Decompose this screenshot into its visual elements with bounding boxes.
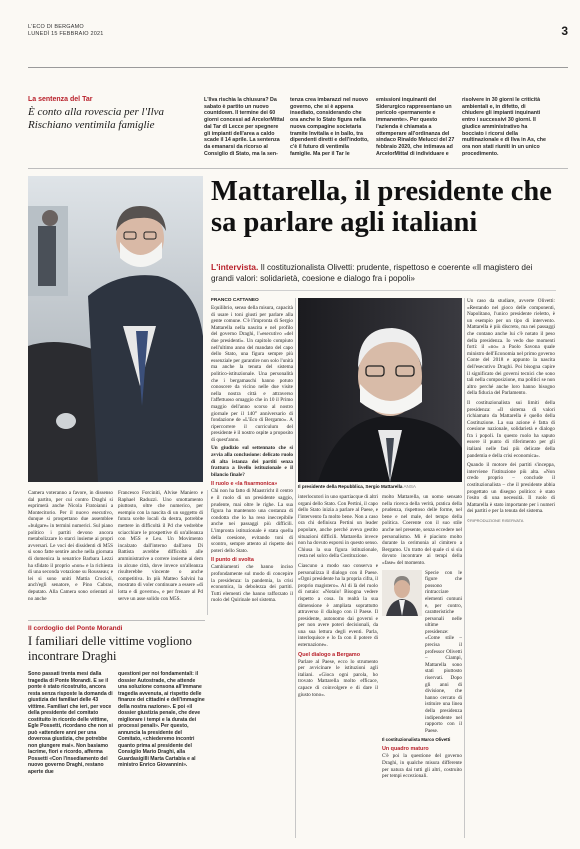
main-photo-caption-text: Il presidente della Repubblica, Sergio Mattarella — [298, 484, 403, 489]
left-col-divider — [207, 490, 208, 615]
main-col-3-text-2: Specie con le figure che possono rintracciare elementi comuni e, per contro, caratteristiche personali nelle ultime presidenze: «Come stile – precisa il professor Olivetti – Ciampi, Mattarella sono stati piuttosto riservati. Dopo gli anni di divisione, che hanno cercato di istituire una linea della presidenza indipendente nel rapporto con il Paese. — [425, 569, 462, 734]
main-photo — [298, 298, 462, 482]
main-dek-block — [211, 262, 556, 284]
olivetti-portrait-image — [382, 570, 422, 616]
bottom-headline: I familiari delle vittime vogliono incontrare Draghi — [28, 634, 192, 663]
main-col-4-text-3: Quando il motore dei partiti s'inceppa, interviene l'istituzione più alta. «Non credo proprio – conclude il costituzionalista – che il presidente abbia progettato un disegno politico: è stato l'esito di una necessità. Il ruolo di Mattarella è stato importante per i numeri dei partiti e per la tenuta del sistema. — [467, 462, 555, 515]
masthead-paper: L'ECO DI BERGAMO — [28, 24, 84, 30]
bottom-col-2: questioni per noi fondamentali: il dossier Autostrade, che attende una soluzione consona all'immane tragedia avvenuta, ai rispetto delle finanze dei cittadini e dell'immagine della nostra nazione». E poi «il dossier giustizia penale, che deve migliorare i tempi e la durata dei processi penali». Per questo, annuncia la presidente del Comitato, «chiederemo incontri quanto prima al presidente del Consiglio Mario Draghi, alla Guardasigilli Marta Cartabia e al ministro Enrico Giovannini». — [118, 671, 205, 768]
bottom-story-rule — [28, 620, 205, 621]
copyright-credit: ©RIPRODUZIONE RISERVATA — [467, 518, 524, 523]
sidebar-col-4: risolvere in 30 giorni le criticità ambientali e, in difetto, di chiudere gli impianti inquinanti entro i successivi 30 giorni. Il giudice amministrativo ha bocciato i ricorsi della multinazionale e di Ilva in As, che ora non stati riuniti in un unico procedimento. — [462, 97, 546, 157]
main-col-4 — [467, 298, 555, 523]
main-col-3-text-3: C'è poi la questione del governo Draghi, in qualche misura differente per natura dai tutti gli altri, costruito per tempi eccezionali. — [382, 753, 462, 780]
main-photo-image — [298, 298, 462, 482]
main-col-1-question: Un giudizio sul settennato che si avvia alla conclusione: delicato ruolo di alta istanza dei partiti senza frattura a livello istituzionale e il bilancio finale? — [211, 445, 293, 478]
main-dek-rule — [211, 290, 556, 291]
page-number: 3 — [561, 24, 568, 38]
masthead — [28, 24, 104, 38]
main-col-4-text-2: Il costituzionalista sui limiti della presidenza: «Il sistema di valori richiamato da Mattarella è quello della Costituzione. La sua azione è fatta di coesione nazionale, solidarietà e dialogo fra i popoli. In questo ruolo ha saputo essere il punto di riferimento per gli italiani nelle fasi più delicate della pandemia e della crisi economica». — [467, 399, 555, 459]
main-col-1-text-3: Cambiamenti che hanno inciso profondamente sul modo di concepire la presidenza: la pandemia, la crisi economica, la debolezza dei partiti. Tutti elementi che hanno rafforzato il ruolo del Quirinale nel sistema. — [211, 564, 293, 604]
main-col-3-subhead: Un quadro maturo — [382, 746, 429, 753]
left-photo-image — [28, 176, 203, 482]
main-col-3-text: molto Mattarella, un uomo sensato nella ricerca della verità, pratica della prudenza, rispettoso delle forme, nel bene e nel male, del tempo della politica. Coerente con il suo stile anche nel presente, senza eccedere nel personalismo. Mi è piaciuto molto durante la cerimonia al cimitero a Bergamo. Un tratto del quale ci si sia dovuto incontrare ai tempi della «fase» del momento. — [382, 494, 462, 566]
left-photo — [28, 176, 203, 482]
sidebar-col-2: tenza crea imbarazzi nel nuovo governo, che si è appena insediato, considerando che ora anche lo Stato figura nella nuova compagine societaria tramite Invitalia e in ballo, tra dipendenti diretti e dell'indotto, c'è il futuro di ventimila famiglie. Ma per il Tar le — [290, 97, 369, 157]
left-story-col-2: Francesco Forciniti, Alvise Maniero e Raphael Raduzzi. Uno smottamento piuttosto, oltre che numerico, per esempio con la nascita di un soggetto di futura scelte locali da destra, potrebbe mettere in difficoltà il Pd che vedrebbe sciacchiare le prospettive di un'alleanza con M5S e Leu. Un Movimento incalzato dall'interno dall'area Di Battista avrebbe difficoltà alle amministrative a correre insieme ai dem in alcune città, dove invece un'alleanza risulterebbe vincente o anche competitiva. In più Matteo Salvini ha mostrato di voler continuare a essere «di lotta e di governo», e per frenare al Pd serve un asse solido con M5S. — [118, 490, 203, 602]
left-story-col-1: Camera voteranno a favore, in dissenso dal partito, per cui contro Draghi si esprimerà anche Nicola Fratoianni a Montecitorio. Per il nuovo esecutivo, dunque si prospettano due assemblee «bulgare» in termini numerici. Sul piano politico i partiti devono ancora metabolizzare lo starci insieme ai propri avversari. Le voci dei dissidenti di M5S si sono fatte sentire anche nella giornata di domenica la senatrice Barbara Lezzi ha sfidato il proprio «non» e la richiesta di una seconda votazione su Rousseau; e lei si sono uniti Mattia Crucioli, anch'egli senatore, e Pino Cabras, deputato. Alla Camera sono orientati al no anche — [28, 490, 113, 602]
main-col-divider-2 — [464, 298, 465, 838]
main-headline: Mattarella, il presidente che sa parlare agli italiani — [211, 176, 552, 238]
main-photo-credit: ANSA — [403, 484, 416, 489]
bottom-kicker: Il cordoglio del Ponte Morandi — [28, 625, 123, 632]
main-col-1-text: Equilibrio, senso della misura, capacità di usare i toni giusti per parlare alla gente comune. C'è l'impronta di Sergio Mattarella nella nascita e nel profilo del governo Draghi, l'«esecutivo «del due presidenti». Un capitolo compiuto nell'ultimo anno del mandato del capo dello Stato, una figura sempre più essenziale per garantire non solo l'unità ma anche la tenuta del sistema politico-istituzionale. Una personalità che i bergamaschi hanno potuto conoscere da vicino nelle due visite nella nostra città e attraverso l'affettuoso omaggio che in 10 il Primo maggio dell'anno scorso al nostro giornale per il 140° anniversario di fondazione de «L'Eco di Bergamo». A ripercorrere il curriculum del presidente è il nostro ospite a proposito di quest'anno. — [211, 305, 293, 443]
sidebar-col-3: emissioni inquinanti del Siderurgico rappresentano un pericolo «permanente e immanente». Per questo l'azienda è chiamata a ottemperare all'ordinanza del sindaco Rinaldo Melucci del 27 febbraio 2020, che intimava ad ArcelorMittal di individuare e — [376, 97, 455, 157]
byline: FRANCO CATTANEO — [211, 298, 259, 303]
sidebar-divider — [28, 168, 568, 169]
top-rule — [28, 67, 568, 68]
olivetti-portrait-block — [382, 570, 462, 735]
sidebar-col-1: L'Ilva rischia la chiusura? Da sabato è partito un nuovo countdown. Il termine dei 60 giorni concessi ad ArcelorMittal dal Tar di Lecce per spegnere gli impianti dell'area a caldo scade il 14 aprile. La sentenza da emanarsi da ricorso al Consiglio di Stato, ma la sen- — [204, 97, 285, 157]
main-col-2 — [298, 494, 378, 698]
olivetti-caption-text: Il costituzionalista Marco Olivetti — [382, 737, 451, 743]
main-col-2-subhead: Quel dialogo a Bergamo — [298, 651, 361, 658]
main-col-2-text-2: Ciascuno a modo suo conserva e personalizza il dialogo con il Paese. «Ogni presidente ha la propria cifra, il proprio magistero». Al di là del ruolo di notaio: «Notaio! Bisogna vedere rispetto a cosa. In realtà la sua dimensione è ampliata soprattutto attraverso il dialogo con il Paese. Il presidente, autonomo dai governi e per non avere poteri decisionali, da una sua lettura degli eventi. Parla, interloquisce e lo fa con il potere di esternazione». — [298, 562, 378, 649]
main-col-1 — [211, 298, 293, 604]
sidebar-kicker: La sentenza del Tar — [28, 96, 93, 103]
sidebar-headline: È conto alla rovescia per l'Ilva Rischiano ventimila famiglie — [28, 106, 165, 131]
bottom-col-1: Sono passati trenta mesi dalla tragedia di Ponte Morandi. E se il ponte è stato ricostruito, ancora resta senza risposte la domanda di giustizia dei familiari delle 43 vittime. Familiari che ieri, per voce della presidente del comitato costituito in ricordo delle vittime, Egle Possetti, ricordano che non si può «attendere anni per una doverosa giustizia, che potrebbe non giungere mai». Non basiamo lacrime, fiori e ricordo, afferma Possetti «Con l'insediamento del nuovo governo Draghi, restano aperte due — [28, 671, 113, 775]
main-col-1-subhead-2: Il punto di svolta — [211, 557, 254, 564]
main-photo-caption — [298, 484, 462, 490]
main-kicker: L'intervista. — [211, 262, 259, 272]
main-dek: Il costituzionalista Olivetti: prudente, rispettoso e coerente «Il magistero dei grandi valori: solidarietà, coesione e dialogo fra i popoli» — [211, 263, 533, 283]
main-col-1-text-2: Chi non ha fatto di Maastricht il centro e il ruolo di un presidente saggio, prudente, mai oltre le righe. La sua figura ha mantenuto una costanza di condotta che lo ha reso ineccepibile anche nei passaggi più difficili. L'impronta istituzionale è stata quella della coesione, evitando toni di scontro, sempre attento al rispetto dei poteri dello Stato. — [211, 488, 293, 554]
olivetti-caption — [382, 737, 462, 743]
olivetti-portrait — [382, 570, 422, 616]
main-col-4-text: Un caso da studiare, avverte Olivetti: «Restando nel gioco delle componenti, Napolitano, l'unico presidente rieletto, è un esempio per un tipo di intervento. Mattarella è più discreto, ma nei passaggi che contano anche lui c'è notato il peso della presidenza. Io vedo due momenti forti: il «no» a Paolo Savona quale ministro dell'Economia nel primo governo Conte del 2018 e appunto la nascita dell'esecutivo Draghi. Poi bisogna capire il significato dei governi tecnici che sono tali nella composizione, ma politici se non altro perché anche loro hanno bisogno della fiducia del Parlamento. — [467, 298, 555, 397]
main-col-3 — [382, 494, 462, 780]
main-col-divider-1 — [295, 298, 296, 838]
main-col-2-text: interlocutori in uno spartiacque di altri organi dello Stato. Con Pertini, il capo dello Stato inizia a parlare al Paese, e l'intervento fa molto bene. Non a caso ora chi definisca Pertini un leader popolare, anche perché aveva gestito situazioni difficili. Mattarella invece non ha dovuto esporsi in questo senso. Chiusa la sua figura istituzionale, resta nel solco della Costituzione. — [298, 494, 378, 560]
masthead-date: LUNEDÌ 15 FEBBRAIO 2021 — [28, 31, 104, 37]
main-col-1-subhead: Il ruolo e «la fisarmonica» — [211, 481, 278, 488]
main-col-2-text-3: Parlare al Paese, ecco lo strumento per avvicinare le istituzioni agli italiani. «Gioca ogni parola, ho trovato Mattarella molto efficace, capace di coinvolgere e di dare il giusto tono». — [298, 658, 378, 698]
